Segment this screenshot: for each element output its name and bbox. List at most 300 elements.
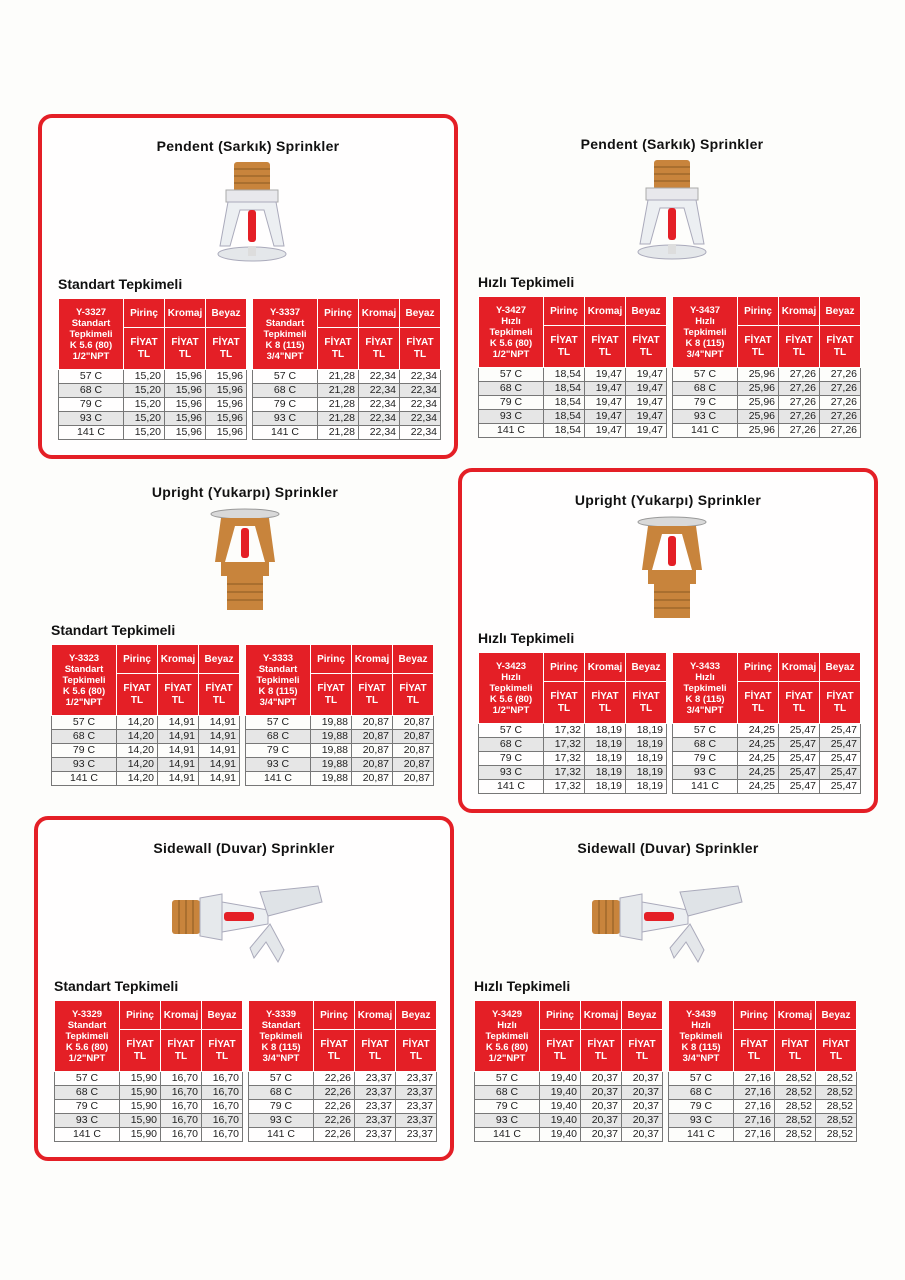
currency-label: TL <box>557 346 571 358</box>
price-cell: 14,91 <box>199 758 240 772</box>
white-column-header: Beyaz <box>820 653 861 682</box>
response-type-label: Standart Tepkimeli <box>58 276 183 292</box>
price-cell: 23,37 <box>355 1072 396 1086</box>
price-label: FİYAT <box>126 1038 154 1050</box>
temperature-cell: 57 C <box>669 1072 734 1086</box>
model-spec-header <box>673 297 738 368</box>
table-row <box>669 1128 857 1142</box>
price-table <box>245 644 434 786</box>
price-label: FİYAT <box>324 336 352 348</box>
price-cell: 15,96 <box>165 412 206 426</box>
brass-column-header: Pirinç <box>540 1001 581 1030</box>
table-row <box>475 1100 663 1114</box>
price-cell: 28,52 <box>775 1114 816 1128</box>
temperature-cell: 57 C <box>59 370 124 384</box>
brass-column-header: Pirinç <box>314 1001 355 1030</box>
price-cell: 28,52 <box>816 1114 857 1128</box>
price-unit-header <box>585 326 626 368</box>
price-label: FİYAT <box>822 1038 850 1050</box>
temperature-cell: 93 C <box>253 412 318 426</box>
price-unit-header <box>738 326 779 368</box>
price-cell: 22,34 <box>400 426 441 440</box>
price-cell: 27,26 <box>779 424 820 438</box>
price-unit-header <box>734 1030 775 1072</box>
price-cell: 15,96 <box>165 426 206 440</box>
price-cell: 25,96 <box>738 396 779 410</box>
currency-label: TL <box>598 346 612 358</box>
price-label: FİYAT <box>826 690 854 702</box>
price-cell: 28,52 <box>816 1086 857 1100</box>
temperature-cell: 68 C <box>249 1086 314 1100</box>
price-unit-header <box>158 674 199 716</box>
table-row <box>669 1072 857 1086</box>
model-spec-line: Y-3437 <box>689 304 721 316</box>
price-cell: 18,19 <box>585 780 626 794</box>
price-cell: 28,52 <box>816 1128 857 1142</box>
table-row <box>673 780 861 794</box>
temperature-cell: 93 C <box>673 410 738 424</box>
model-spec-line: 1/2"NPT <box>492 704 530 716</box>
model-spec-line: Tepkimeli <box>679 1030 723 1042</box>
panel-title: Upright (Yukarpı) Sprinkler <box>574 492 762 508</box>
price-unit-header <box>626 326 667 368</box>
price-cell: 15,90 <box>120 1114 161 1128</box>
price-cell: 23,37 <box>396 1086 437 1100</box>
panel-title: Pendent (Sarkık) Sprinkler <box>580 136 764 152</box>
model-spec-line: 1/2"NPT <box>68 1052 106 1064</box>
table-row <box>479 752 667 766</box>
price-cell: 28,52 <box>775 1072 816 1086</box>
table-row <box>673 752 861 766</box>
brass-column-header: Pirinç <box>544 297 585 326</box>
price-cell: 16,70 <box>202 1100 243 1114</box>
price-tables <box>58 298 441 440</box>
model-spec-line: Tepkimeli <box>259 1030 303 1042</box>
price-cell: 21,28 <box>318 426 359 440</box>
price-cell: 18,54 <box>544 424 585 438</box>
model-spec-line: K 5.6 (80) <box>69 339 113 351</box>
table-row <box>479 424 667 438</box>
price-cell: 18,19 <box>585 724 626 738</box>
price-cell: 15,90 <box>120 1072 161 1086</box>
price-unit-header <box>779 326 820 368</box>
price-cell: 20,37 <box>581 1086 622 1100</box>
price-cell: 28,52 <box>816 1100 857 1114</box>
brass-column-header: Pirinç <box>738 653 779 682</box>
price-unit-header <box>311 674 352 716</box>
price-cell: 24,25 <box>738 766 779 780</box>
price-cell: 19,88 <box>311 716 352 730</box>
model-spec-header <box>55 1001 120 1072</box>
currency-label: TL <box>409 1050 423 1062</box>
table-row <box>475 1114 663 1128</box>
price-unit-header <box>202 1030 243 1072</box>
price-cell: 27,26 <box>779 396 820 410</box>
currency-label: TL <box>833 346 847 358</box>
price-cell: 25,47 <box>779 752 820 766</box>
price-cell: 15,90 <box>120 1100 161 1114</box>
currency-label: TL <box>747 1050 761 1062</box>
model-spec-line: Hızlı <box>695 315 715 327</box>
price-cell: 20,87 <box>393 716 434 730</box>
price-unit-header <box>318 328 359 370</box>
model-spec-line: Tepkimeli <box>683 326 727 338</box>
price-cell: 25,47 <box>779 724 820 738</box>
price-unit-header <box>738 682 779 724</box>
panel-sidewall-standart <box>34 816 454 1161</box>
price-cell: 15,96 <box>206 384 247 398</box>
price-cell: 22,26 <box>314 1128 355 1142</box>
temperature-cell: 93 C <box>59 412 124 426</box>
price-cell: 18,54 <box>544 382 585 396</box>
price-cell: 20,87 <box>393 758 434 772</box>
price-cell: 14,91 <box>199 744 240 758</box>
price-cell: 17,32 <box>544 738 585 752</box>
panel-title: Sidewall (Duvar) Sprinkler <box>153 840 335 856</box>
price-unit-header <box>359 328 400 370</box>
price-unit-header <box>161 1030 202 1072</box>
sidewall-sprinkler-illustration <box>578 862 758 980</box>
temperature-cell: 68 C <box>253 384 318 398</box>
temperature-cell: 79 C <box>669 1100 734 1114</box>
price-cell: 19,40 <box>540 1100 581 1114</box>
price-cell: 20,87 <box>352 758 393 772</box>
temperature-cell: 79 C <box>246 744 311 758</box>
price-cell: 23,37 <box>396 1128 437 1142</box>
table-row <box>479 766 667 780</box>
panel-pendent-standart <box>38 114 458 459</box>
price-cell: 14,91 <box>158 730 199 744</box>
price-label: FİYAT <box>546 1038 574 1050</box>
price-cell: 16,70 <box>202 1086 243 1100</box>
price-cell: 19,88 <box>311 730 352 744</box>
model-spec-line: Tepkimeli <box>489 326 533 338</box>
price-cell: 23,37 <box>355 1114 396 1128</box>
price-table <box>54 1000 243 1142</box>
temperature-cell: 68 C <box>52 730 117 744</box>
price-label: FİYAT <box>744 334 772 346</box>
temperature-cell: 141 C <box>479 424 544 438</box>
chrome-column-header: Kromaj <box>581 1001 622 1030</box>
price-label: FİYAT <box>406 336 434 348</box>
currency-label: TL <box>557 702 571 714</box>
model-spec-line: Y-3439 <box>685 1008 717 1020</box>
price-cell: 20,37 <box>581 1114 622 1128</box>
table-row <box>52 744 240 758</box>
temperature-cell: 57 C <box>55 1072 120 1086</box>
price-cell: 14,91 <box>158 744 199 758</box>
price-unit-header <box>314 1030 355 1072</box>
white-column-header: Beyaz <box>820 297 861 326</box>
price-table <box>478 296 667 438</box>
model-spec-line: Tepkimeli <box>256 674 300 686</box>
price-unit-header <box>820 682 861 724</box>
price-unit-header <box>820 326 861 368</box>
currency-label: TL <box>215 1050 229 1062</box>
price-label: FİYAT <box>632 690 660 702</box>
model-spec-line: Y-3333 <box>262 652 294 664</box>
price-label: FİYAT <box>744 690 772 702</box>
model-spec-line: K 8 (115) <box>261 1041 301 1053</box>
table-row <box>479 368 667 382</box>
price-label: FİYAT <box>781 1038 809 1050</box>
price-label: FİYAT <box>402 1038 430 1050</box>
currency-label: TL <box>219 348 233 360</box>
temperature-cell: 68 C <box>673 738 738 752</box>
table-row <box>673 724 861 738</box>
temperature-cell: 141 C <box>475 1128 540 1142</box>
table-row <box>253 370 441 384</box>
price-cell: 16,70 <box>161 1086 202 1100</box>
table-row <box>52 716 240 730</box>
model-spec-line: K 8 (115) <box>258 685 298 697</box>
model-spec-line: K 5.6 (80) <box>62 685 106 697</box>
model-spec-header <box>673 653 738 724</box>
table-row <box>249 1128 437 1142</box>
temperature-cell: 79 C <box>249 1100 314 1114</box>
price-cell: 16,70 <box>161 1072 202 1086</box>
price-cell: 22,26 <box>314 1072 355 1086</box>
currency-label: TL <box>331 348 345 360</box>
response-type-label: Hızlı Tepkimeli <box>478 630 575 646</box>
price-cell: 28,52 <box>775 1100 816 1114</box>
price-cell: 24,25 <box>738 724 779 738</box>
price-unit-header <box>393 674 434 716</box>
currency-label: TL <box>324 694 338 706</box>
price-label: FİYAT <box>632 334 660 346</box>
price-cell: 16,70 <box>161 1128 202 1142</box>
model-spec-header <box>59 299 124 370</box>
price-unit-header <box>626 682 667 724</box>
model-spec-line: Hızlı <box>501 315 521 327</box>
price-cell: 25,47 <box>820 766 861 780</box>
price-unit-header <box>540 1030 581 1072</box>
price-cell: 25,47 <box>820 780 861 794</box>
price-label: FİYAT <box>361 1038 389 1050</box>
temperature-cell: 141 C <box>249 1128 314 1142</box>
temperature-cell: 57 C <box>479 368 544 382</box>
temperature-cell: 79 C <box>55 1100 120 1114</box>
price-label: FİYAT <box>205 682 233 694</box>
panel-pendent-hizli <box>462 116 882 461</box>
temperature-cell: 79 C <box>673 396 738 410</box>
white-column-header: Beyaz <box>816 1001 857 1030</box>
chrome-column-header: Kromaj <box>585 653 626 682</box>
price-label: FİYAT <box>358 682 386 694</box>
price-label: FİYAT <box>550 690 578 702</box>
price-label: FİYAT <box>399 682 427 694</box>
price-cell: 19,40 <box>540 1114 581 1128</box>
price-cell: 14,20 <box>117 772 158 786</box>
price-cell: 27,26 <box>820 382 861 396</box>
white-column-header: Beyaz <box>400 299 441 328</box>
price-cell: 15,20 <box>124 384 165 398</box>
price-label: FİYAT <box>123 682 151 694</box>
table-row <box>52 730 240 744</box>
price-cell: 22,34 <box>359 426 400 440</box>
price-label: FİYAT <box>628 1038 656 1050</box>
table-row <box>669 1086 857 1100</box>
white-column-header: Beyaz <box>396 1001 437 1030</box>
price-unit-header <box>124 328 165 370</box>
model-spec-line: K 8 (115) <box>685 693 725 705</box>
price-cell: 19,47 <box>585 424 626 438</box>
price-cell: 27,16 <box>734 1086 775 1100</box>
model-spec-line: 1/2"NPT <box>65 696 103 708</box>
price-cell: 25,47 <box>820 752 861 766</box>
price-cell: 17,32 <box>544 724 585 738</box>
price-cell: 20,87 <box>393 772 434 786</box>
model-spec-line: Tepkimeli <box>683 682 727 694</box>
price-cell: 19,47 <box>585 396 626 410</box>
price-cell: 18,19 <box>626 752 667 766</box>
model-spec-line: Standart <box>265 317 305 329</box>
table-row <box>249 1100 437 1114</box>
table-row <box>479 410 667 424</box>
currency-label: TL <box>133 1050 147 1062</box>
price-cell: 16,70 <box>161 1100 202 1114</box>
price-cell: 19,47 <box>626 368 667 382</box>
temperature-cell: 68 C <box>55 1086 120 1100</box>
model-spec-line: 1/2"NPT <box>72 350 110 362</box>
chrome-column-header: Kromaj <box>585 297 626 326</box>
price-label: FİYAT <box>167 1038 195 1050</box>
price-cell: 17,32 <box>544 752 585 766</box>
price-cell: 19,47 <box>626 424 667 438</box>
price-tables <box>51 644 434 786</box>
price-cell: 19,47 <box>626 382 667 396</box>
pendent-sprinkler-illustration <box>162 160 342 278</box>
model-spec-line: 3/4"NPT <box>262 1052 300 1064</box>
white-column-header: Beyaz <box>622 1001 663 1030</box>
price-unit-header <box>165 328 206 370</box>
price-unit-header <box>622 1030 663 1072</box>
price-cell: 18,19 <box>626 780 667 794</box>
temperature-cell: 141 C <box>52 772 117 786</box>
price-cell: 19,40 <box>540 1072 581 1086</box>
price-table <box>672 296 861 438</box>
price-unit-header <box>816 1030 857 1072</box>
price-label: FİYAT <box>591 334 619 346</box>
price-cell: 25,47 <box>820 724 861 738</box>
temperature-cell: 79 C <box>475 1100 540 1114</box>
price-cell: 28,52 <box>816 1072 857 1086</box>
table-row <box>479 382 667 396</box>
temperature-cell: 57 C <box>52 716 117 730</box>
temperature-cell: 141 C <box>59 426 124 440</box>
model-spec-line: K 5.6 (80) <box>485 1041 529 1053</box>
price-cell: 25,96 <box>738 424 779 438</box>
model-spec-line: Tepkimeli <box>263 328 307 340</box>
model-spec-line: Tepkimeli <box>65 1030 109 1042</box>
chrome-column-header: Kromaj <box>161 1001 202 1030</box>
price-cell: 18,19 <box>585 738 626 752</box>
white-column-header: Beyaz <box>199 645 240 674</box>
price-cell: 14,91 <box>199 772 240 786</box>
temperature-cell: 93 C <box>52 758 117 772</box>
table-row <box>673 766 861 780</box>
temperature-cell: 79 C <box>253 398 318 412</box>
price-table <box>252 298 441 440</box>
price-cell: 18,54 <box>544 410 585 424</box>
chrome-column-header: Kromaj <box>779 653 820 682</box>
model-spec-line: Standart <box>261 1019 301 1031</box>
brass-column-header: Pirinç <box>734 1001 775 1030</box>
price-cell: 22,34 <box>400 370 441 384</box>
price-cell: 23,37 <box>396 1100 437 1114</box>
price-cell: 20,87 <box>352 730 393 744</box>
temperature-cell: 141 C <box>479 780 544 794</box>
price-label: FİYAT <box>317 682 345 694</box>
pendent-sprinkler-illustration <box>582 158 762 276</box>
price-cell: 16,70 <box>202 1128 243 1142</box>
price-unit-header <box>199 674 240 716</box>
table-row <box>246 758 434 772</box>
price-cell: 22,34 <box>400 384 441 398</box>
price-cell: 16,70 <box>202 1114 243 1128</box>
price-cell: 21,28 <box>318 384 359 398</box>
temperature-cell: 57 C <box>253 370 318 384</box>
table-row <box>59 426 247 440</box>
model-spec-line: Standart <box>258 663 298 675</box>
price-table <box>58 298 247 440</box>
model-spec-line: Y-3339 <box>265 1008 297 1020</box>
upright-sprinkler-illustration <box>155 506 335 624</box>
model-spec-line: Y-3323 <box>68 652 100 664</box>
price-label: FİYAT <box>740 1038 768 1050</box>
temperature-cell: 57 C <box>673 724 738 738</box>
model-spec-line: Tepkimeli <box>62 674 106 686</box>
table-row <box>479 396 667 410</box>
price-label: FİYAT <box>785 690 813 702</box>
price-unit-header <box>544 682 585 724</box>
price-cell: 19,47 <box>585 368 626 382</box>
currency-label: TL <box>751 702 765 714</box>
brass-column-header: Pirinç <box>544 653 585 682</box>
price-cell: 19,40 <box>540 1086 581 1100</box>
temperature-cell: 79 C <box>673 752 738 766</box>
table-row <box>55 1086 243 1100</box>
table-row <box>55 1100 243 1114</box>
price-cell: 16,70 <box>161 1114 202 1128</box>
temperature-cell: 141 C <box>55 1128 120 1142</box>
model-spec-line: K 5.6 (80) <box>65 1041 109 1053</box>
currency-label: TL <box>639 346 653 358</box>
price-cell: 20,37 <box>622 1100 663 1114</box>
currency-label: TL <box>171 694 185 706</box>
table-row <box>669 1114 857 1128</box>
currency-label: TL <box>372 348 386 360</box>
price-label: FİYAT <box>130 336 158 348</box>
temperature-cell: 57 C <box>479 724 544 738</box>
table-row <box>55 1072 243 1086</box>
model-spec-line: Y-3327 <box>75 306 107 318</box>
model-spec-line: K 8 (115) <box>685 337 725 349</box>
price-cell: 20,87 <box>352 772 393 786</box>
price-table <box>672 652 861 794</box>
model-spec-line: Hızlı <box>695 671 715 683</box>
model-spec-line: Y-3433 <box>689 660 721 672</box>
panel-upright-standart <box>35 464 455 809</box>
price-cell: 25,47 <box>779 738 820 752</box>
chrome-column-header: Kromaj <box>158 645 199 674</box>
price-cell: 25,96 <box>738 382 779 396</box>
price-cell: 14,91 <box>199 730 240 744</box>
table-row <box>253 426 441 440</box>
price-label: FİYAT <box>320 1038 348 1050</box>
brass-column-header: Pirinç <box>318 299 359 328</box>
white-column-header: Beyaz <box>393 645 434 674</box>
